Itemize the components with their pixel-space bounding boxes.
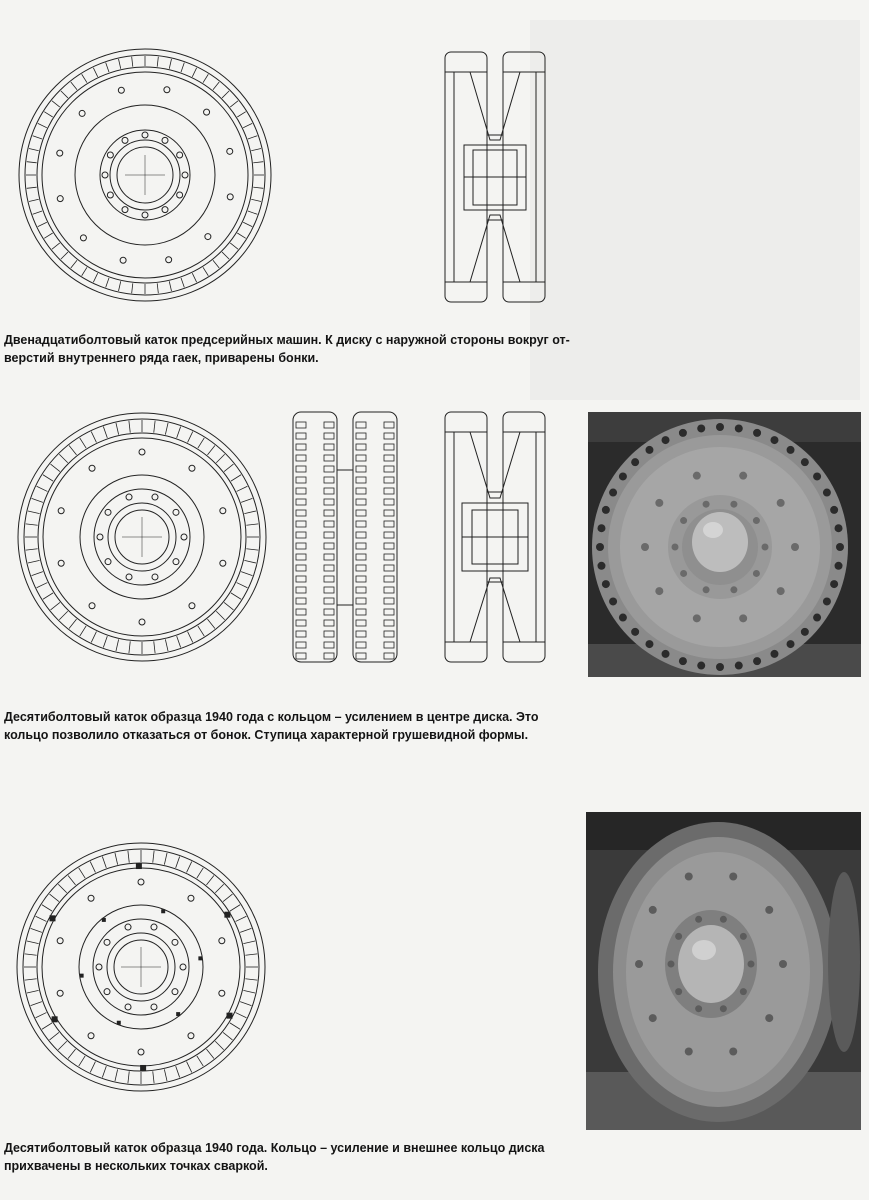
caption-1-line2: верстий внутреннего ряда гаек, приварены бонки. xyxy=(4,351,319,365)
caption-1-line1: Двенадцатиболтовый каток предсерийных машин. К диску с наружной стороны вокруг от- xyxy=(4,333,570,347)
road-wheel-photo-2 xyxy=(586,812,861,1130)
wheel-front-drawing-1 xyxy=(15,45,275,305)
wheel-section-drawing-2 xyxy=(440,410,550,665)
caption-1 xyxy=(4,331,570,367)
wheel-front-drawing-2 xyxy=(15,410,270,665)
wheel-front-drawing-3 xyxy=(14,840,268,1094)
wheel-side-tread-drawing xyxy=(290,410,400,665)
caption-2-line1: Десятиболтовый каток образца 1940 года с кольцом – усилением в центре диска. Это xyxy=(4,710,539,724)
caption-3 xyxy=(4,1139,544,1175)
wheel-section-drawing-1 xyxy=(440,50,550,305)
caption-2-line2: кольцо позволило отказаться от бонок. Ступица характерной грушевидной формы. xyxy=(4,728,529,742)
road-wheel-photo-1 xyxy=(588,412,861,677)
caption-3-line1: Десятиболтовый каток образца 1940 года. Кольцо – усиление и внешнее кольцо диска xyxy=(4,1141,545,1155)
caption-3-line2: прихвачены в нескольких точках сваркой. xyxy=(4,1159,268,1173)
bleed-through-area xyxy=(530,20,860,400)
caption-2 xyxy=(4,708,539,744)
